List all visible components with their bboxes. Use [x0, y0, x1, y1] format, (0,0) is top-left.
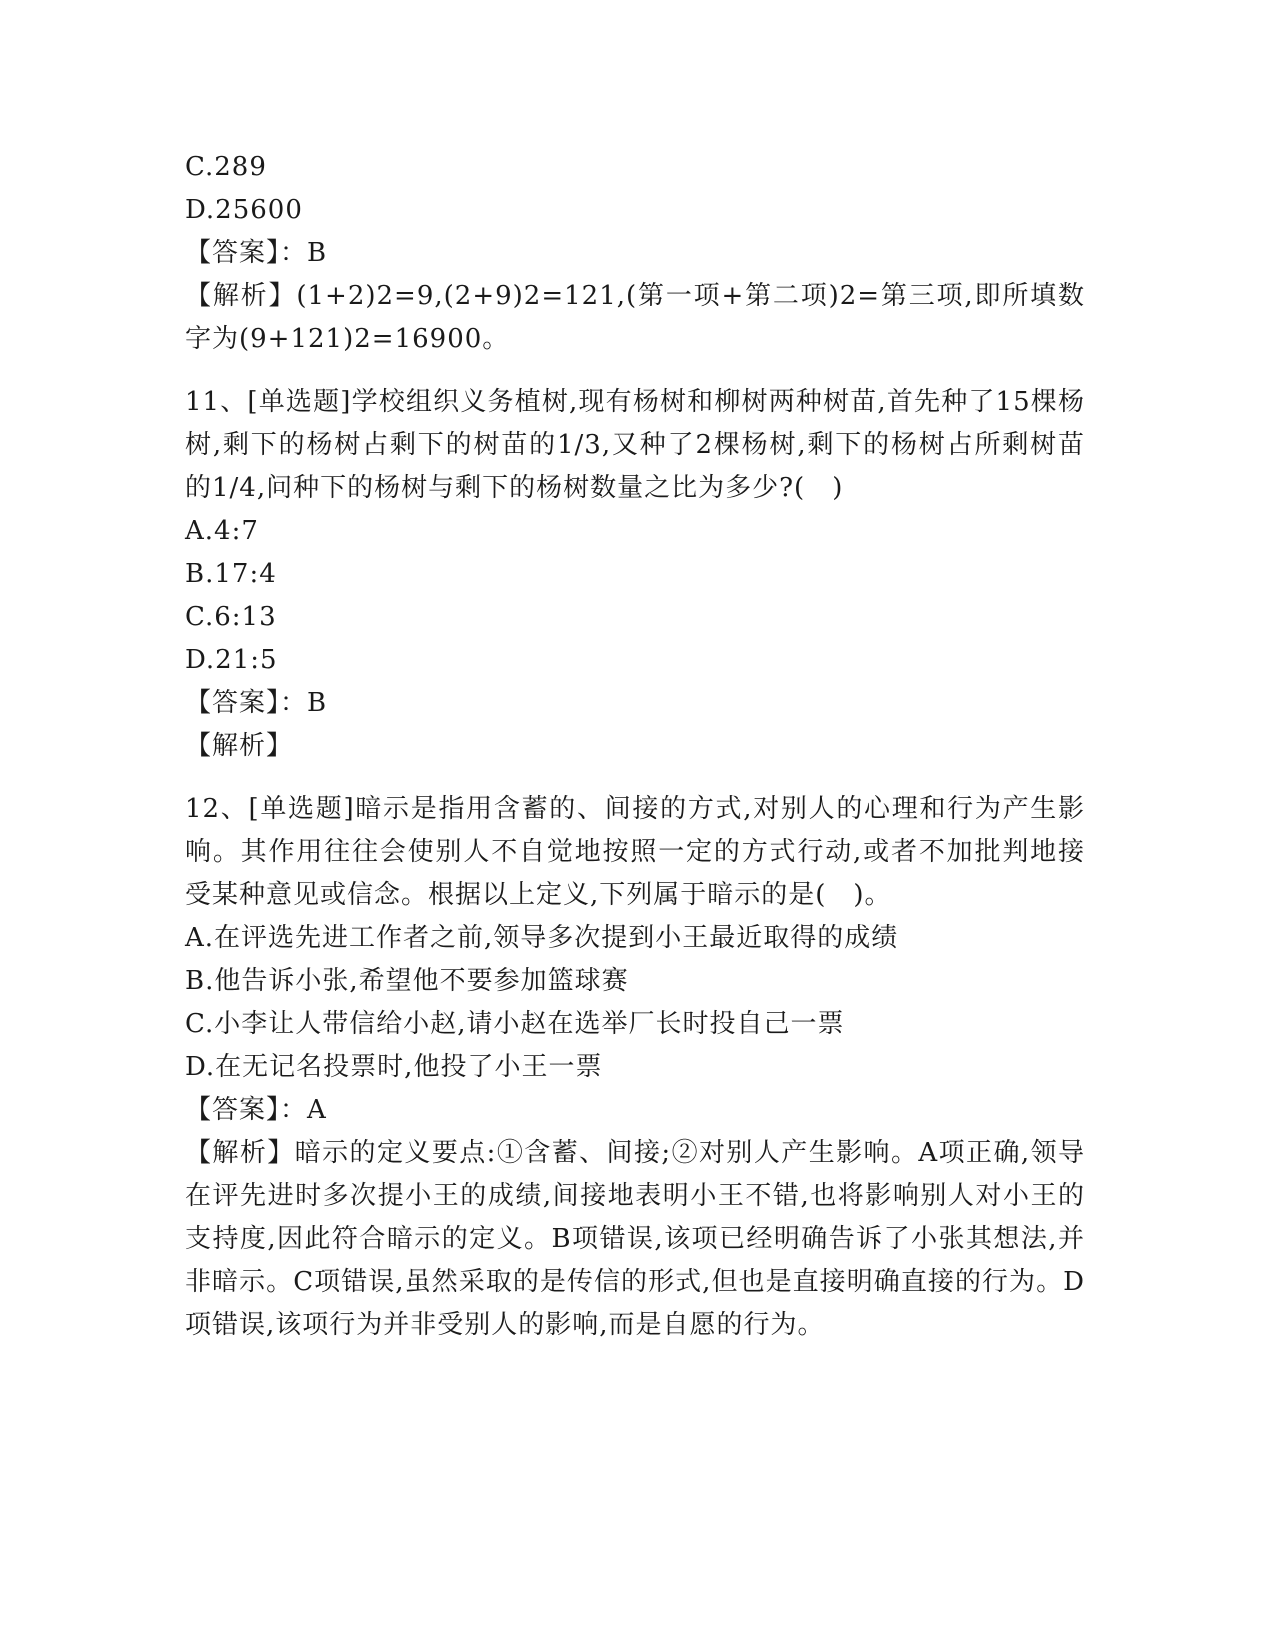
- analysis: [185, 1132, 1085, 1347]
- analysis-label: 【解析】: [185, 1138, 295, 1168]
- option-c: C.小李让人带信给小赵,请小赵在选举厂长时投自己一票: [185, 1009, 845, 1039]
- option-c: C.289: [185, 152, 267, 182]
- answer: 【答案】：A: [185, 1095, 327, 1125]
- analysis-label: 【解析】: [185, 731, 294, 761]
- analysis: [185, 275, 1085, 361]
- option-d: D.25600: [185, 195, 303, 225]
- option-a: A.4:7: [185, 516, 259, 546]
- question-10-tail: [185, 146, 1085, 361]
- question-11: [185, 381, 1085, 768]
- answer: 【答案】：B: [185, 688, 328, 718]
- question-text: 11、[单选题]学校组织义务植树,现有杨树和柳树两种树苗,首先种了15棵杨树,剩下的杨树占剩下的树苗的1/3,又种了2棵杨树,剩下的杨树占所剩树苗的1/4,问种下的杨树与剩下的杨树数量之比为多少?( ): [185, 387, 1085, 503]
- analysis-text: (1+2)2=9,(2+9)2=121,(第一项+第二项)2=第三项,即所填数字为(9+121)2=16900。: [185, 281, 1085, 354]
- answer: 【答案】：B: [185, 238, 328, 268]
- option-c: C.6:13: [185, 602, 277, 632]
- question-12: [185, 788, 1085, 1347]
- option-d: D.在无记名投票时,他投了小王一票: [185, 1052, 603, 1082]
- analysis-label: 【解析】: [185, 281, 297, 311]
- document-page: [185, 146, 1085, 1347]
- question-text: 12、[单选题]暗示是指用含蓄的、间接的方式,对别人的心理和行为产生影响。其作用往往会使别人不自觉地按照一定的方式行动,或者不加批判地接受某种意见或信念。根据以上定义,下列属于暗示的是( )。: [185, 794, 1085, 910]
- analysis-text: 暗示的定义要点:①含蓄、间接;②对别人产生影响。A项正确,领导在评先进时多次提小王的成绩,间接地表明小王不错,也将影响别人对小王的支持度,因此符合暗示的定义。B项错误,该项已经明确告诉了小张其想法,并非暗示。C项错误,虽然采取的是传信的形式,但也是直接明确直接的行为。D项错误,该项行为并非受别人的影响,而是自愿的行为。: [185, 1138, 1085, 1340]
- option-d: D.21:5: [185, 645, 278, 675]
- option-b: B.17:4: [185, 559, 277, 589]
- option-a: A.在评选先进工作者之前,领导多次提到小王最近取得的成绩: [185, 923, 899, 953]
- option-b: B.他告诉小张,希望他不要参加篮球赛: [185, 966, 629, 996]
